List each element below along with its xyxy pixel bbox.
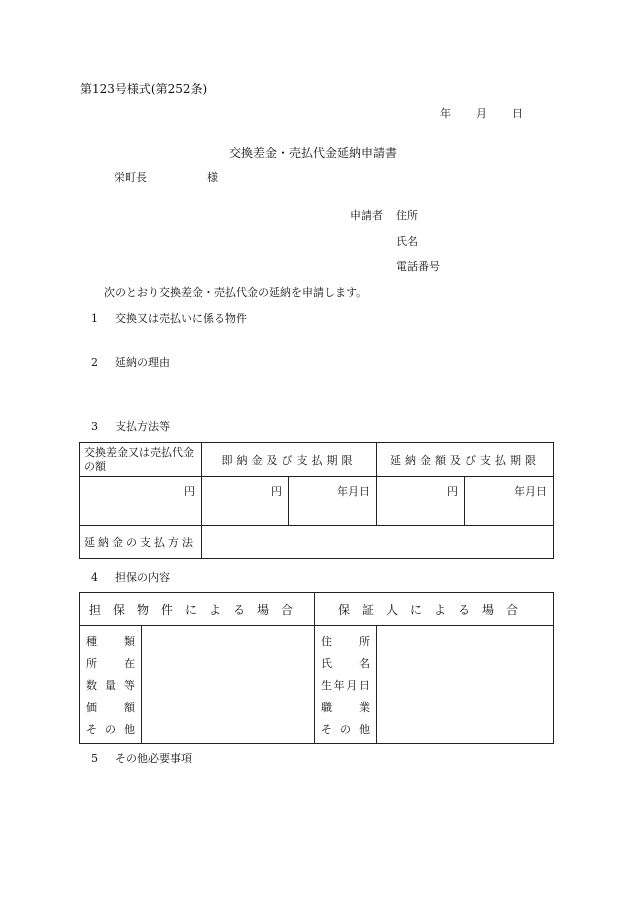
security-table [79,592,554,744]
payment-method-value [202,526,554,559]
collateral-label-quantity: 数 量 等 [86,679,135,692]
deferred-date-cell: 年月日 [465,477,554,526]
collateral-labels [80,626,142,744]
section-1-number: 1 [91,312,98,325]
section-3-label: 支払方法等 [115,420,170,433]
immediate-date-cell: 年月日 [289,477,377,526]
security-header-collateral: 担保物件による場合 [80,593,315,626]
section-2-number: 2 [91,356,98,369]
payment-table [79,442,554,559]
payment-header-amount: 交換差金又は売払代金の額 [80,443,202,477]
payment-header-immediate: 即納金及び支払期限 [202,443,377,477]
section-4-number: 4 [91,571,98,584]
collateral-label-other: そ の 他 [86,723,135,736]
section-5-label: その他必要事項 [115,752,192,765]
applicant-address-label: 住所 [396,209,418,222]
date-day: 日 [512,107,523,120]
guarantor-label-address: 住 所 [321,635,371,648]
section-3-number: 3 [91,420,98,433]
guarantor-label-birthdate: 生 年 月 日 [321,679,370,692]
applicant-phone-label: 電話番号 [396,260,440,273]
section-5-number: 5 [91,752,98,765]
applicant-name-label: 氏名 [396,235,418,248]
date-year: 年 [440,107,451,120]
guarantor-values [377,626,554,744]
collateral-values [142,626,315,744]
section-2-label: 延納の理由 [115,356,170,369]
section-4-label: 担保の内容 [115,571,170,584]
addressee-honorific: 様 [207,171,218,184]
security-header-guarantor: 保証人による場合 [315,593,554,626]
addressee-name: 栄町長 [114,171,147,184]
immediate-yen-cell: 円 [202,477,289,526]
amount-yen-cell: 円 [80,477,202,526]
section-1-label: 交換又は売払いに係る物件 [115,312,247,325]
collateral-label-value: 価 額 [86,701,135,714]
collateral-label-type: 種 類 [86,635,135,648]
document-title: 交換差金・売払代金延納申請書 [229,146,398,160]
guarantor-label-name: 氏 名 [321,657,371,670]
payment-method-label: 延納金の支払方法 [80,526,202,559]
guarantor-labels [315,626,377,744]
collateral-label-location: 所 在 [86,657,135,670]
intro-text: 次のとおり交換差金・売払代金の延納を申請します。 [104,286,368,299]
deferred-yen-cell: 円 [377,477,465,526]
date-month: 月 [476,107,487,120]
form-number: 第123号様式(第252条) [80,82,208,96]
applicant-label: 申請者 [350,209,383,222]
payment-header-deferred: 延納金額及び支払期限 [377,443,554,477]
guarantor-label-occupation: 職 業 [321,701,371,714]
guarantor-label-other: そ の 他 [321,723,371,736]
